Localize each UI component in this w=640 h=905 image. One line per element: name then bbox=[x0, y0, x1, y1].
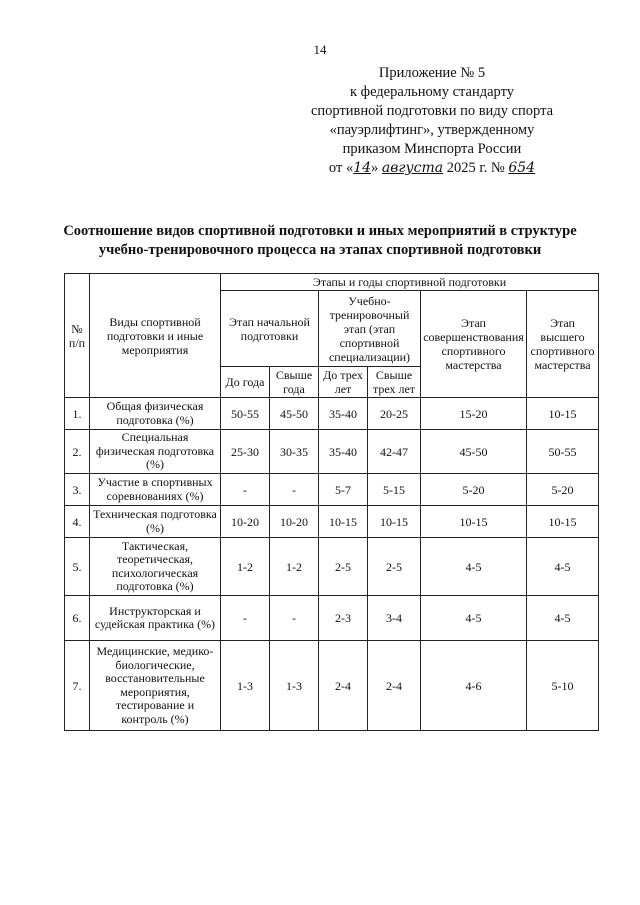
order-number: 654 bbox=[508, 160, 536, 176]
table-row bbox=[65, 398, 599, 430]
row-num: 4. bbox=[65, 506, 90, 538]
row-value: 4-6 bbox=[421, 641, 527, 731]
row-value: 10-15 bbox=[421, 506, 527, 538]
row-value: 2-4 bbox=[368, 641, 421, 731]
row-value: 5-20 bbox=[421, 474, 527, 506]
row-value: 10-20 bbox=[270, 506, 319, 538]
row-num: 5. bbox=[65, 538, 90, 596]
training-ratio-table bbox=[64, 273, 599, 731]
date-mid: » bbox=[371, 160, 382, 176]
header-training-over-three: Свыше трех лет bbox=[368, 367, 421, 398]
row-value: 42-47 bbox=[368, 430, 421, 474]
row-value: - bbox=[270, 596, 319, 641]
table-row bbox=[65, 596, 599, 641]
row-value: 2-5 bbox=[319, 538, 368, 596]
row-num: 3. bbox=[65, 474, 90, 506]
row-value: 4-5 bbox=[421, 596, 527, 641]
row-value: 35-40 bbox=[319, 398, 368, 430]
row-value: 1-3 bbox=[270, 641, 319, 731]
row-num: 2. bbox=[65, 430, 90, 474]
appendix-line-5: приказом Минспорта России bbox=[342, 141, 522, 157]
table-row bbox=[65, 506, 599, 538]
row-value: 5-10 bbox=[527, 641, 599, 731]
row-value: 1-2 bbox=[270, 538, 319, 596]
row-num: 6. bbox=[65, 596, 90, 641]
header-improvement-stage: Этап совершенствования спортивного мастерства bbox=[421, 291, 527, 398]
header-higher-stage: Этап высшего спортивного мастерства bbox=[527, 291, 599, 398]
row-value: 50-55 bbox=[527, 430, 599, 474]
table-row bbox=[65, 538, 599, 596]
header-initial-over-year: Свыше года bbox=[270, 367, 319, 398]
row-name: Техническая подготовка (%) bbox=[90, 506, 221, 538]
row-num: 1. bbox=[65, 398, 90, 430]
row-value: 50-55 bbox=[221, 398, 270, 430]
row-value: 45-50 bbox=[270, 398, 319, 430]
order-year: 2025 г. № bbox=[443, 160, 509, 176]
row-value: 5-7 bbox=[319, 474, 368, 506]
appendix-block bbox=[282, 64, 582, 178]
row-value: 10-15 bbox=[368, 506, 421, 538]
row-value: - bbox=[221, 596, 270, 641]
row-value: 2-3 bbox=[319, 596, 368, 641]
row-value: 5-15 bbox=[368, 474, 421, 506]
row-value: 1-2 bbox=[221, 538, 270, 596]
row-value: 25-30 bbox=[221, 430, 270, 474]
order-day: 14 bbox=[353, 160, 372, 176]
header-training-up-to-three: До трех лет bbox=[319, 367, 368, 398]
row-value: 10-15 bbox=[527, 506, 599, 538]
header-stages-group: Этапы и годы спортивной подготовки bbox=[221, 274, 599, 291]
header-num: № п/п bbox=[65, 274, 90, 398]
title-line-1: Соотношение видов спортивной подготовки и иных мероприятий в структуре bbox=[63, 223, 577, 239]
row-value: - bbox=[221, 474, 270, 506]
order-date-line bbox=[282, 159, 582, 178]
header-training-stage: Учебно-тренировочный этап (этап спортивной специализации) bbox=[319, 291, 421, 367]
row-value: 3-4 bbox=[368, 596, 421, 641]
row-value: 1-3 bbox=[221, 641, 270, 731]
row-value: 35-40 bbox=[319, 430, 368, 474]
document-title bbox=[40, 222, 600, 260]
row-value: 5-20 bbox=[527, 474, 599, 506]
row-value: 45-50 bbox=[421, 430, 527, 474]
header-initial-stage: Этап начальной подготовки bbox=[221, 291, 319, 367]
row-value: 4-5 bbox=[527, 596, 599, 641]
row-value: 10-15 bbox=[319, 506, 368, 538]
appendix-line-3: спортивной подготовки по виду спорта bbox=[310, 103, 554, 119]
page-number: 14 bbox=[313, 42, 327, 57]
date-prefix: от « bbox=[328, 160, 354, 176]
row-value: - bbox=[270, 474, 319, 506]
row-name: Специальная физическая подготовка (%) bbox=[90, 430, 221, 474]
appendix-line-4: «пауэрлифтинг», утвержденному bbox=[329, 122, 535, 138]
order-month: августа bbox=[381, 160, 444, 176]
table-row bbox=[65, 430, 599, 474]
row-name: Тактическая, теоретическая, психологическая подготовка (%) bbox=[90, 538, 221, 596]
row-value: 15-20 bbox=[421, 398, 527, 430]
appendix-line-1: Приложение № 5 bbox=[378, 65, 486, 81]
row-value: 10-15 bbox=[527, 398, 599, 430]
row-value: 2-5 bbox=[368, 538, 421, 596]
row-num: 7. bbox=[65, 641, 90, 731]
row-name: Участие в спортивных соревнованиях (%) bbox=[90, 474, 221, 506]
row-value: 10-20 bbox=[221, 506, 270, 538]
header-initial-up-to-year: До года bbox=[221, 367, 270, 398]
row-value: 4-5 bbox=[421, 538, 527, 596]
title-line-2: учебно-тренировочного процесса на этапах спортивной подготовки bbox=[98, 242, 542, 258]
row-value: 2-4 bbox=[319, 641, 368, 731]
row-value: 20-25 bbox=[368, 398, 421, 430]
row-value: 30-35 bbox=[270, 430, 319, 474]
row-name: Инструкторская и судейская практика (%) bbox=[90, 596, 221, 641]
row-value: 4-5 bbox=[527, 538, 599, 596]
row-name: Общая физическая подготовка (%) bbox=[90, 398, 221, 430]
row-name: Медицинские, медико-биологические, восстановительные мероприятия, тестирование и контроль (%) bbox=[90, 641, 221, 731]
appendix-line-2: к федеральному стандарту bbox=[350, 84, 514, 100]
table-row bbox=[65, 474, 599, 506]
header-kinds: Виды спортивной подготовки и иные мероприятия bbox=[90, 274, 221, 398]
table-row bbox=[65, 641, 599, 731]
